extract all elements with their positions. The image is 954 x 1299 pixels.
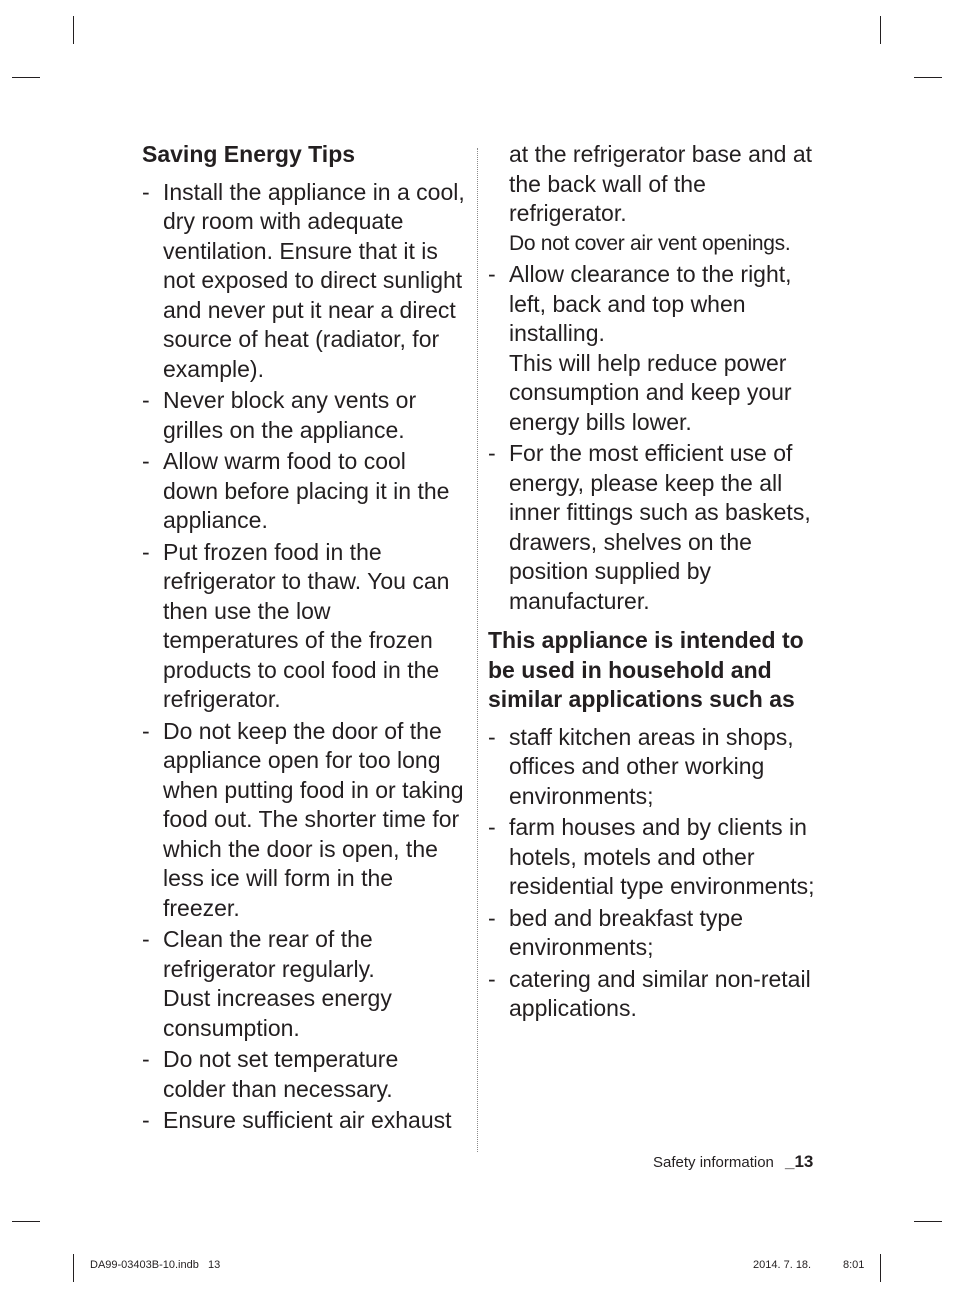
saving-energy-list — [142, 178, 467, 1136]
continued-item: at the refrigerator base and at the back wall of the refrigerator. Do not cover air vent openings. — [488, 140, 818, 258]
saving-energy-heading: Saving Energy Tips — [142, 141, 356, 167]
column-divider — [477, 148, 478, 1152]
list-item: - bed and breakfast type environments; — [488, 904, 743, 960]
list-item: - Allow warm food to cool down before placing it in the appliance. — [142, 448, 450, 533]
clearance-list — [488, 260, 818, 616]
list-item-sub: This will help reduce power consumption and keep your energy bills lower. — [509, 349, 792, 435]
crop-mark-top-right — [880, 16, 881, 44]
list-item: - Put frozen food in the refrigerator to thaw. You can then use the low temperatures of the frozen products to cool food in the refrigerator. — [142, 538, 450, 712]
slug-date: 2014. 7. 18. — [753, 1259, 812, 1271]
list-item: - Ensure sufficient air exhaust — [142, 1107, 452, 1133]
crop-mark-bottom-left-h — [12, 1221, 40, 1222]
crop-mark-top-left — [73, 16, 74, 44]
list-item: - farm houses and by clients in hotels, motels and other residential type environments; — [488, 814, 815, 899]
crop-mark-bottom-right — [880, 1254, 881, 1282]
list-item: - catering and similar non-retail applications. — [488, 965, 811, 1021]
list-item: - Allow clearance to the right, left, back and top when installing. This will help reduce power consumption and keep your energy bills lower. — [488, 260, 818, 437]
intended-use-list — [488, 723, 818, 1024]
crop-mark-top-right-h — [914, 77, 942, 78]
left-column — [142, 140, 467, 1138]
footer-section-title: Safety information — [653, 1154, 774, 1171]
list-item-sub: Dust increases energy consumption. — [163, 985, 392, 1041]
right-column — [488, 140, 818, 1026]
list-item: - Do not set temperature colder than necessary. — [142, 1046, 399, 1102]
vent-note: Do not cover air vent openings. — [509, 231, 791, 255]
crop-mark-bottom-right-h — [914, 1221, 942, 1222]
list-item: - Never block any vents or grilles on the appliance. — [142, 387, 417, 443]
list-item: - Clean the rear of the refrigerator regularly. Dust increases energy consumption. — [142, 925, 467, 1043]
list-item: - Install the appliance in a cool, dry room with adequate ventilation. Ensure that it is not exposed to direct sunlight and never put it near a direct source of heat (radiator, for example). — [142, 178, 465, 382]
intended-use-heading: This appliance is intended to be used in household and similar applications such as — [488, 627, 804, 712]
slug-filename: DA99-03403B-10.indb 13 — [90, 1259, 221, 1271]
slug-time: 8:01 — [843, 1259, 865, 1271]
page-number: _13 — [785, 1152, 814, 1171]
crop-mark-top-left-h — [12, 77, 40, 78]
list-item: - Do not keep the door of the appliance open for too long when putting food in or taking food out. The shorter time for which the door is open, the less ice will form in the freezer. — [142, 717, 464, 921]
crop-mark-bottom-left — [73, 1254, 74, 1282]
list-item: - staff kitchen areas in shops, offices and other working environments; — [488, 723, 794, 809]
list-item: - For the most efficient use of energy, please keep the all inner fittings such as baskets, drawers, shelves on the position supplied by manufacturer. — [488, 440, 811, 614]
